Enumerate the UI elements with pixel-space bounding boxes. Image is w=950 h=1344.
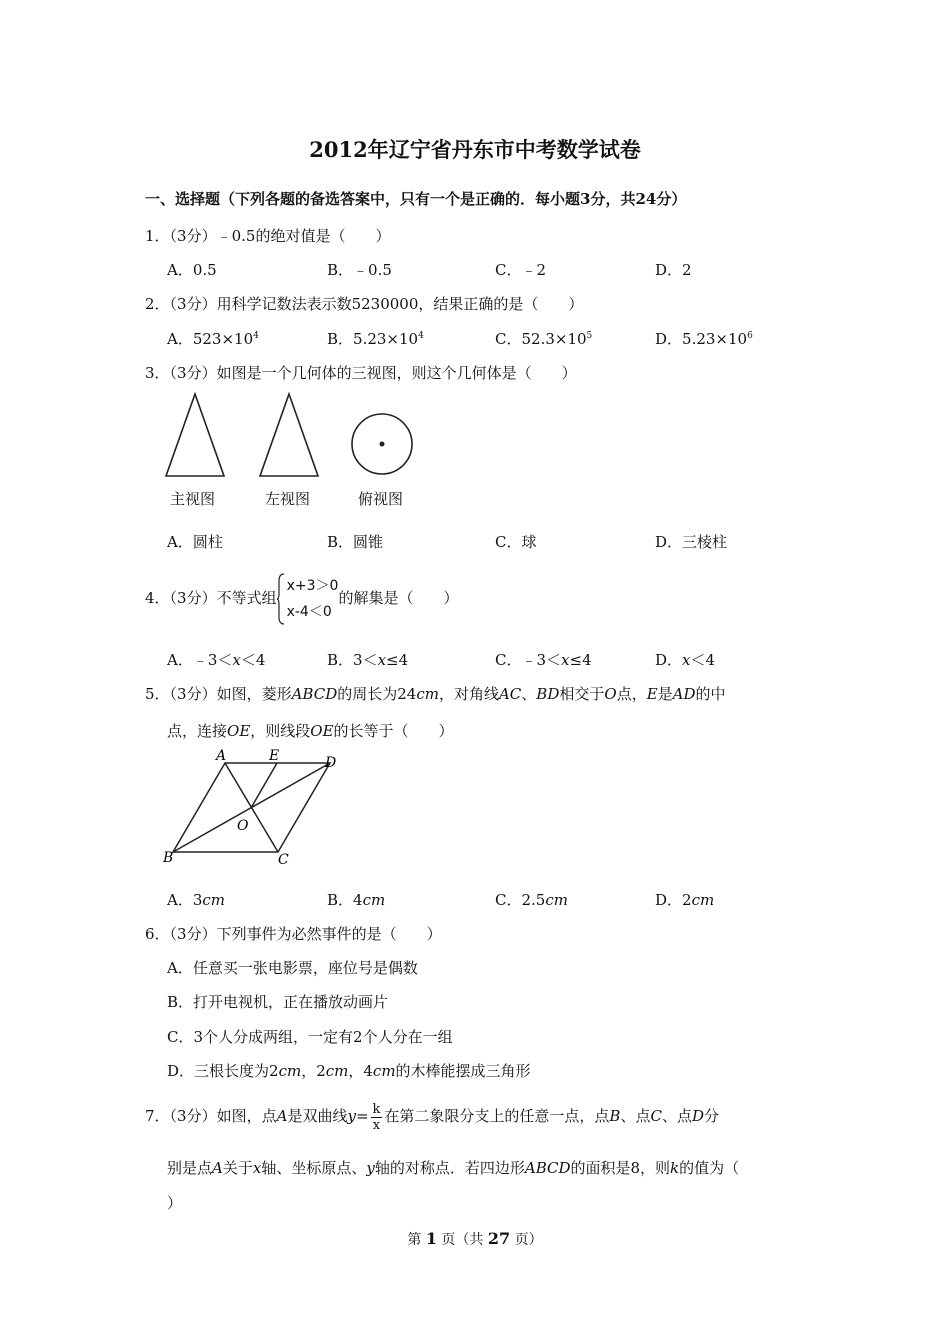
q6-option-b: B．打开电视机，正在播放动画片	[167, 993, 389, 1011]
question-7-line-2: 别是点A关于x轴、坐标原点、y轴的对称点．若四边形ABCD的面积是8，则k的值为（	[167, 1159, 740, 1177]
inequality-system: x+3＞0 x-4＜0	[277, 573, 339, 625]
question-7-line-3: ）	[167, 1194, 183, 1212]
q5-option-d: D．2cm	[655, 891, 715, 909]
q2-option-d: D．$5.23\times 10^6$	[655, 330, 753, 348]
q1-option-b: B．﹣0.5	[327, 261, 392, 279]
front-view-label: 主视图	[170, 490, 216, 508]
q4-option-b: B．3＜x≤4	[327, 651, 409, 669]
label-a: A	[216, 748, 227, 764]
q3-option-c: C．球	[495, 533, 537, 551]
question-2: 2．（3分）用科学记数法表示数5230000，结果正确的是（ ）	[145, 295, 584, 313]
three-view-figure	[160, 388, 420, 480]
question-6: 6．（3分）下列事件为必然事件的是（ ）	[145, 925, 442, 943]
top-view-center-dot	[380, 442, 385, 447]
q6-option-d: D．三根长度为2cm，2cm，4cm的木棒能摆成三角形	[167, 1062, 531, 1080]
q1-option-c: C．﹣2	[495, 261, 547, 279]
label-o: O	[237, 818, 249, 834]
q5-option-c: C．2.5cm	[495, 891, 568, 909]
label-d: D	[325, 755, 337, 771]
question-5-line-1: 5．（3分）如图，菱形ABCD的周长为24cm，对角线AC、BD相交于O点，E是AD的中	[145, 685, 726, 703]
top-view-label: 俯视图	[358, 490, 404, 508]
q2-option-c: C．$52.3\times 10^5$	[495, 330, 593, 348]
label-c: C	[278, 852, 289, 868]
q6-option-a: A．任意买一张电影票，座位号是偶数	[167, 959, 418, 977]
question-3: 3．（3分）如图是一个几何体的三视图，则这个几何体是（ ）	[145, 364, 577, 382]
q5-option-a: A．3cm	[167, 891, 226, 909]
q2-option-b: B．$5.23\times 10^4$	[327, 330, 424, 348]
question-7-line-1: 7．（3分）如图，点A是双曲线y= $\frac{k}{x}$ 在第二象限分支上的任意一点，点B、点C、点D分	[145, 1101, 720, 1133]
question-4: 4．（3分）不等式组 x+3＞0 x-4＜0 的解集是（ ）	[145, 572, 458, 625]
front-view-triangle	[166, 394, 224, 476]
page-footer: 第 1 页（共 27 页）	[407, 1229, 543, 1248]
q4-option-d: D．x＜4	[655, 651, 716, 669]
q3-option-b: B．圆锥	[327, 533, 384, 551]
q3-option-a: A．圆柱	[167, 533, 223, 551]
label-b: B	[163, 850, 174, 866]
label-e: E	[269, 748, 280, 764]
rhombus-figure	[160, 748, 350, 870]
brace-icon	[277, 573, 285, 625]
side-view-triangle	[260, 394, 318, 476]
q4-option-c: C．﹣3＜x≤4	[495, 651, 592, 669]
q3-option-d: D．三棱柱	[655, 533, 728, 551]
side-view-label: 左视图	[265, 490, 311, 508]
q6-option-c: C．3个人分成两组，一定有2个人分在一组	[167, 1028, 453, 1046]
q1-option-a: A．0.5	[167, 261, 217, 279]
q5-option-b: B．4cm	[327, 891, 386, 909]
q1-option-d: D．2	[655, 261, 692, 279]
page-title: 2012年辽宁省丹东市中考数学试卷	[309, 137, 641, 162]
q2-option-a: A．$523\times 10^4$	[167, 330, 259, 348]
section-heading: 一、选择题（下列各题的备选答案中，只有一个是正确的．每小题3分，共24分）	[145, 190, 687, 208]
question-5-line-2: 点，连接OE，则线段OE的长等于（ ）	[167, 722, 454, 740]
q4-option-a: A．﹣3＜x＜4	[167, 651, 266, 669]
fraction-k-over-x: $\frac{k}{x}$	[372, 1101, 381, 1133]
question-1: 1．（3分）﹣0.5的绝对值是（ ）	[145, 227, 391, 245]
